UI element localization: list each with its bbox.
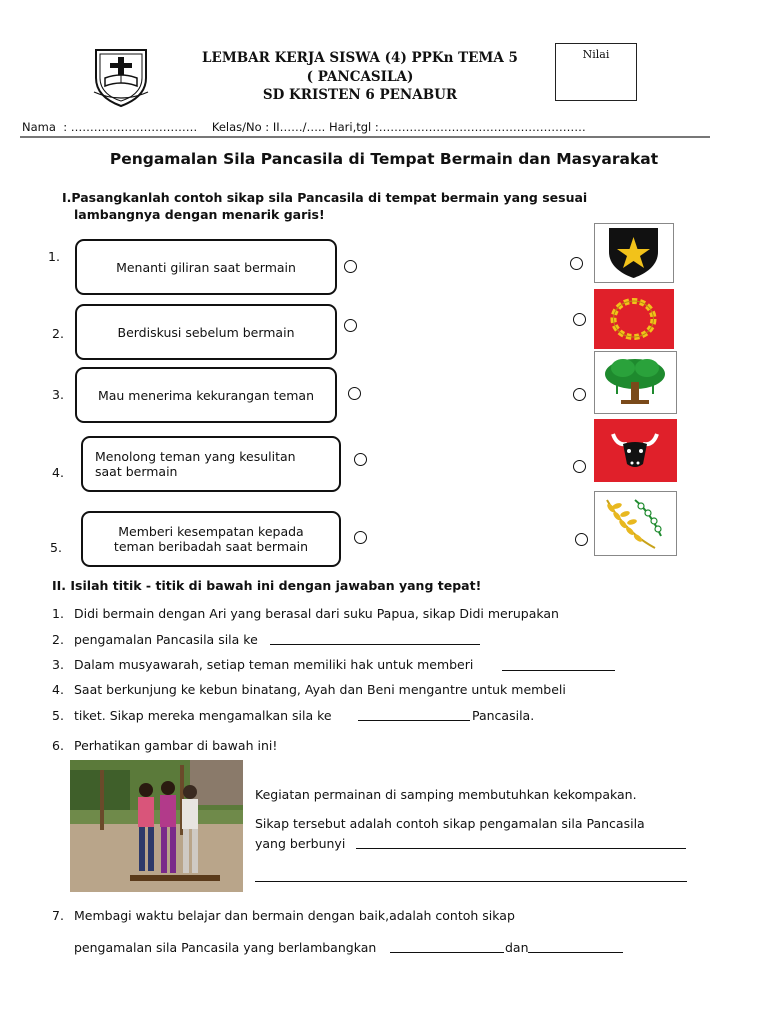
banyan-tree-emblem-icon (594, 351, 677, 414)
item-number: 1. (48, 249, 60, 264)
right-connector-dot[interactable] (573, 388, 586, 401)
item-number: 2. (52, 326, 64, 341)
section1-instruction: I.Pasangkanlah contoh sikap sila Pancasila di tempat bermain yang sesuai (62, 190, 588, 205)
section2-heading: II. Isilah titik - titik di bawah ini dengan jawaban yang tepat! (52, 578, 482, 593)
worksheet-title: LEMBAR KERJA SISWA (4) PPKn TEMA 5 (202, 50, 518, 66)
question-text: tiket. Sikap mereka mengamalkan sila ke (74, 708, 332, 723)
answer-blank[interactable] (270, 644, 480, 645)
bull-head-emblem-icon (594, 419, 677, 482)
question-text: Didi bermain dengan Ari yang berasal dari suku Papua, sikap Didi merupakan (74, 606, 559, 621)
q6-question-cont: yang berbunyi (255, 836, 346, 851)
star-emblem-icon (594, 223, 674, 283)
student-info-line[interactable]: Nama : …………………………… Kelas/No : II……/….. Hari,tgl :……………………………………………… (22, 120, 586, 134)
divider (20, 136, 710, 138)
question-text: Perhatikan gambar di bawah ini! (74, 738, 278, 753)
statement-box[interactable] (75, 367, 337, 423)
statement-text: Menolong teman yang kesulitan (95, 449, 296, 464)
question-text: Dalam musyawarah, setiap teman memiliki hak untuk memberi (74, 657, 474, 672)
statement-box[interactable] (75, 304, 337, 360)
left-connector-dot[interactable] (344, 319, 357, 332)
question-number: 5. (52, 708, 64, 723)
right-connector-dot[interactable] (573, 313, 586, 326)
answer-blank[interactable] (255, 881, 687, 882)
worksheet-subtitle: ( PANCASILA) (306, 69, 414, 85)
right-connector-dot[interactable] (573, 460, 586, 473)
answer-blank[interactable] (502, 670, 615, 671)
question-number: 4. (52, 682, 64, 697)
statement-text-cont: saat bermain (95, 464, 178, 479)
statement-text: Memberi kesempatan kepada (118, 524, 304, 539)
question-text-cont: pengamalan sila Pancasila yang berlambangkan (74, 940, 377, 955)
question-text: Membagi waktu belajar dan bermain dengan baik,adalah contoh sikap (74, 908, 515, 923)
question-number: 3. (52, 657, 64, 672)
left-connector-dot[interactable] (354, 453, 367, 466)
answer-blank[interactable] (390, 952, 504, 953)
question-number: 2. (52, 632, 64, 647)
item-number: 4. (52, 465, 64, 480)
statement-box[interactable] (81, 436, 341, 492)
question-text: Saat berkunjung ke kebun binatang, Ayah dan Beni mengantre untuk membeli (74, 682, 566, 697)
right-connector-dot[interactable] (570, 257, 583, 270)
score-box[interactable] (555, 43, 637, 101)
left-connector-dot[interactable] (348, 387, 361, 400)
children-playing-photo (70, 760, 243, 892)
statement-text: Menanti giliran saat bermain (116, 259, 296, 275)
left-connector-dot[interactable] (344, 260, 357, 273)
statement-text-cont: teman beribadah saat bermain (113, 539, 309, 554)
right-connector-dot[interactable] (575, 533, 588, 546)
q6-question: Sikap tersebut adalah contoh sikap pengamalan sila Pancasila (255, 816, 645, 831)
page-title: Pengamalan Sila Pancasila di Tempat Bermain dan Masyarakat (109, 150, 659, 168)
question-number: 1. (52, 606, 64, 621)
item-number: 3. (52, 387, 64, 402)
statement-text: Mau menerima kekurangan teman (97, 387, 315, 403)
left-connector-dot[interactable] (354, 531, 367, 544)
answer-blank[interactable] (356, 848, 686, 849)
statement-text: Berdiskusi sebelum bermain (117, 324, 295, 340)
section1-instruction-cont: lambangnya dengan menarik garis! (74, 207, 325, 222)
statement-box[interactable] (81, 511, 341, 567)
answer-blank[interactable] (358, 720, 470, 721)
q6-description: Kegiatan permainan di samping membutuhkan kekompakan. (255, 787, 637, 802)
school-name: SD KRISTEN 6 PENABUR (262, 87, 458, 103)
question-suffix: Pancasila. (472, 708, 535, 723)
item-number: 5. (50, 540, 62, 555)
chain-emblem-icon (594, 289, 674, 349)
rice-cotton-emblem-icon (594, 491, 677, 556)
question-number: 6. (52, 738, 64, 753)
conjunction-text: dan (505, 940, 529, 955)
question-number: 7. (52, 908, 64, 923)
statement-box[interactable] (75, 239, 337, 295)
answer-blank[interactable] (528, 952, 623, 953)
school-logo (92, 44, 150, 108)
score-label: Nilai (582, 48, 610, 61)
question-text: pengamalan Pancasila sila ke (74, 632, 258, 647)
